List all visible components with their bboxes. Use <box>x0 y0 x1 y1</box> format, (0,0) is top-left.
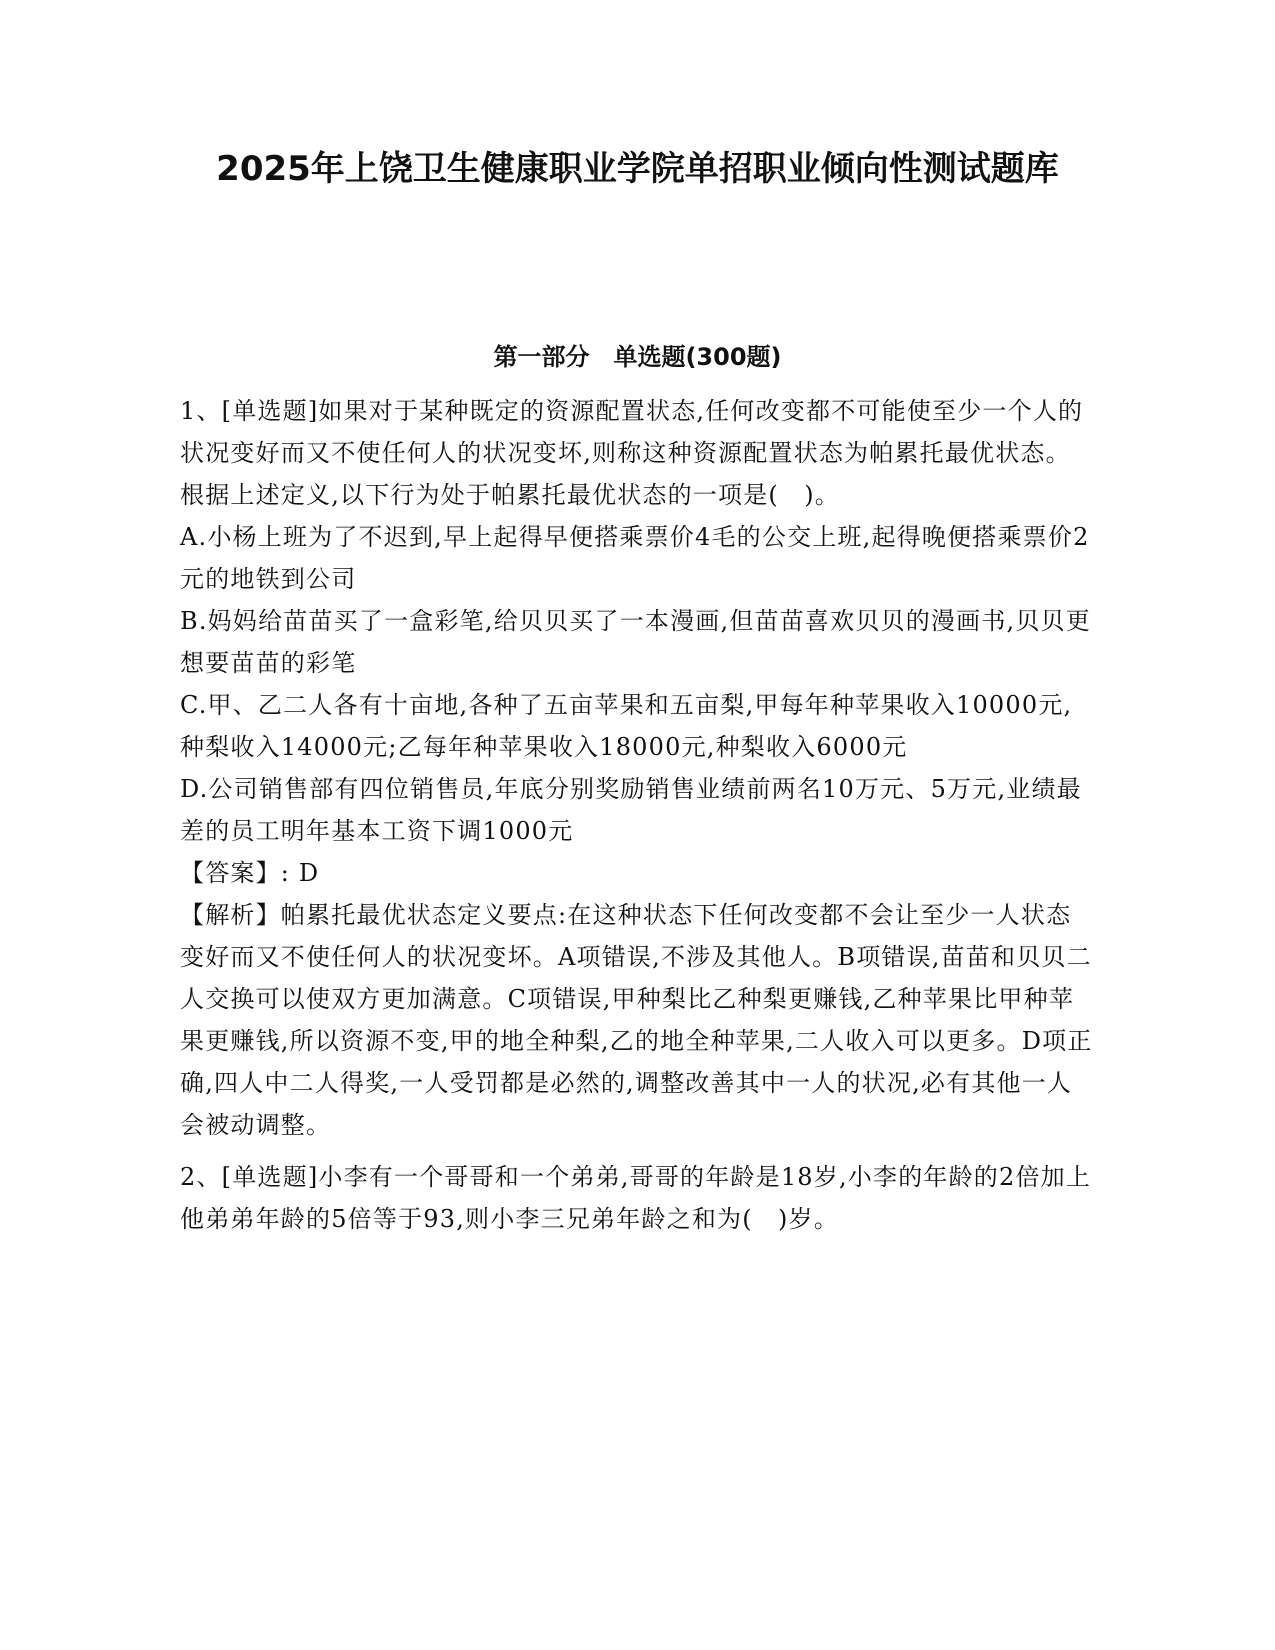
question-stem: 1、[单选题]如果对于某种既定的资源配置状态,任何改变都不可能使至少一个人的状况变好而又不使任何人的状况变坏,则称这种资源配置状态为帕累托最优状态。根据上述定义,以下行为处于帕累托最优状态的一项是( )。 <box>180 397 1084 509</box>
question-stem: 2、[单选题]小李有一个哥哥和一个弟弟,哥哥的年龄是18岁,小李的年龄的2倍加上他弟弟年龄的5倍等于93,则小李三兄弟年龄之和为( )岁。 <box>180 1163 1092 1233</box>
question-2 <box>180 1156 1095 1240</box>
answer-line: 【答案】: D <box>180 859 320 887</box>
option-b: B.妈妈给苗苗买了一盒彩笔,给贝贝买了一本漫画,但苗苗喜欢贝贝的漫画书,贝贝更想要苗苗的彩笔 <box>180 607 1091 677</box>
analysis-paragraph: 【解析】帕累托最优状态定义要点:在这种状态下任何改变都不会让至少一人状态变好而又不使任何人的状况变坏。A项错误,不涉及其他人。B项错误,苗苗和贝贝二人交换可以使双方更加满意。C项错误,甲种梨比乙种梨更赚钱,乙种苹果比甲种苹果更赚钱,所以资源不变,甲的地全种梨,乙的地全种苹果,二人收入可以更多。D项正确,四人中二人得奖,一人受罚都是必然的,调整改善其中一人的状况,必有其他一人会被动调整。 <box>180 901 1093 1139</box>
document-body <box>180 390 1095 1240</box>
option-a: A.小杨上班为了不迟到,早上起得早便搭乘票价4毛的公交上班,起得晚便搭乘票价2元的地铁到公司 <box>180 523 1090 593</box>
document-title: 2025年上饶卫生健康职业学院单招职业倾向性测试题库 <box>216 149 1059 189</box>
section-heading: 第一部分 单选题(300题) <box>493 343 782 371</box>
option-c: C.甲、乙二人各有十亩地,各种了五亩苹果和五亩梨,甲每年种苹果收入10000元,种梨收入14000元;乙每年种苹果收入18000元,种梨收入6000元 <box>180 691 1073 761</box>
option-d: D.公司销售部有四位销售员,年底分别奖励销售业绩前两名10万元、5万元,业绩最差的员工明年基本工资下调1000元 <box>180 775 1082 845</box>
question-1 <box>180 390 1095 1146</box>
